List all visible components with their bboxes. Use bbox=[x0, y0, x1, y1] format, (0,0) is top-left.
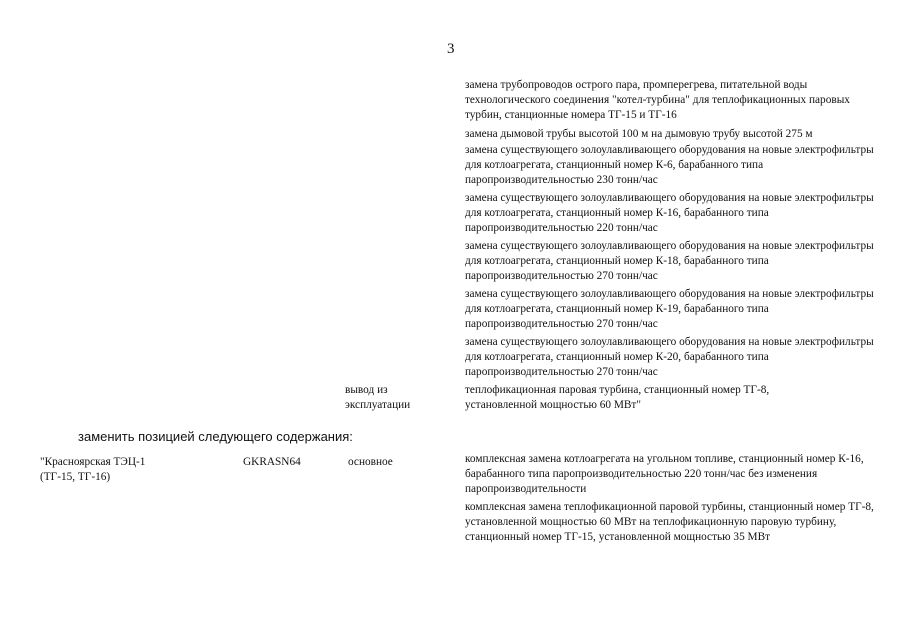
replace-heading: заменить позицией следующего содержания: bbox=[78, 429, 353, 444]
replacement-item-k6: замена существующего золоулавливающего оборудования на новые электрофильтры для котлоагрегата, станционный номер К-6, барабанного типа паропроизводительностью 230 тонн/час bbox=[465, 144, 874, 186]
measure-item-turbine: комплексная замена теплофикационной паровой турбины, станционный номер ТГ-8, установленной мощностью 60 МВт на теплофикационную паровую турбину, станционный номер ТГ-15, установленной мощностью 35 МВт bbox=[465, 501, 874, 543]
plant-name: "Красноярская ТЭЦ-1 (ТГ-15, ТГ-16) bbox=[40, 456, 146, 483]
plant-type: основное bbox=[348, 456, 393, 468]
replacement-item-k19: замена существующего золоулавливающего оборудования на новые электрофильтры для котлоагрегата, станционный номер К-19, барабанного типа паропроизводительностью 270 тонн/час bbox=[465, 288, 874, 330]
decommission-text: теплофикационная паровая турбина, станционный номер ТГ-8, установленной мощностью 60 МВт" bbox=[465, 384, 770, 411]
replacement-item-chimney: замена дымовой трубы высотой 100 м на дымовую трубу высотой 275 м bbox=[465, 128, 813, 140]
replacement-item-steam-pipes: замена трубопроводов острого пара, промперегрева, питательной воды технологического соединения "котел-турбина" для теплофикационных паровых турбин, станционные номера ТГ-15 и ТГ-16 bbox=[465, 79, 850, 121]
page-number: 3 bbox=[447, 41, 455, 57]
decommission-label: вывод из эксплуатации bbox=[345, 384, 411, 411]
measure-item-boiler: комплексная замена котлоагрегата на угольном топливе, станционный номер К-16, барабанного типа паропроизводительностью 220 тонн/час без изменения паропроизводительности bbox=[465, 453, 864, 495]
replacement-item-k20: замена существующего золоулавливающего оборудования на новые электрофильтры для котлоагрегата, станционный номер К-20, барабанного типа паропроизводительностью 270 тонн/час bbox=[465, 336, 874, 378]
plant-code: GKRASN64 bbox=[243, 456, 301, 468]
replacement-item-k18: замена существующего золоулавливающего оборудования на новые электрофильтры для котлоагрегата, станционный номер К-18, барабанного типа паропроизводительностью 270 тонн/час bbox=[465, 240, 874, 282]
replacement-item-k16: замена существующего золоулавливающего оборудования на новые электрофильтры для котлоагрегата, станционный номер К-16, барабанного типа паропроизводительностью 220 тонн/час bbox=[465, 192, 874, 234]
